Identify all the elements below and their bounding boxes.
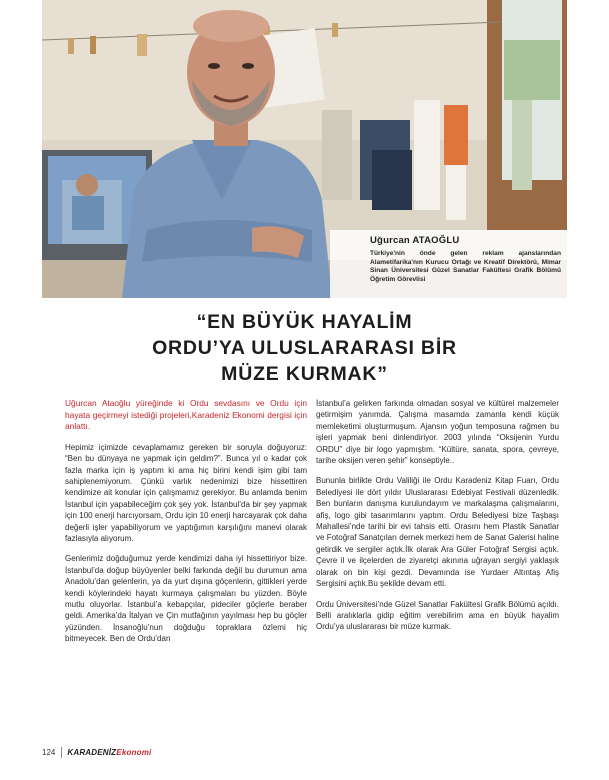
headline-line-3: MÜZE KURMAK” bbox=[221, 363, 388, 385]
article-column-left bbox=[65, 398, 307, 654]
page-footer bbox=[42, 745, 151, 759]
article-paragraph: Ordu Üniversitesi’nde Güzel Sanatlar Fakültesi Grafik Bölümü açıldı. Belli aralıklarla gidip eğitim verebilirim ama en büyük hayalim Ordu’ya uluslararası bir müze kurmak. bbox=[316, 599, 559, 632]
footer-divider bbox=[61, 747, 62, 758]
article-column-right bbox=[316, 398, 559, 642]
photo-caption bbox=[330, 230, 567, 298]
article-paragraph: Genlerimiz doğduğumuz yerde kendimizi daha iyi hissettiriyor bize. İstanbul’da doğup büyüyenler belki farkında değil bu durumun ama Anadolu’dan gelenlerin, ya da yurt dışına göçenlerin, gittikleri yerde kendi köylerindeki hayatı kurmaya çalışmaları bu yüzden. Böyle mutlu oluyorlar. İstanbul’a kebapçılar, pideciler göçlerle beraber geldi. Amerika’da İtalyan ve Çin mutfağının yayılması hep bu göçler yüzünden. İnsanoğlu’nun doğduğu topraklara özlemi hiç bitmeyecek. Ben de Ordu’dan bbox=[65, 554, 307, 644]
headline-line-2: ORDU’YA ULUSLARARASI BİR bbox=[152, 337, 457, 359]
caption-name: Uğurcan ATAOĞLU bbox=[370, 235, 460, 246]
hero-photo bbox=[42, 0, 567, 298]
article-paragraph: Hepimiz içimizde cevaplamamız gereken bir soruyla doğuyoruz: “Ben bu dünyaya ne yapmak için geldim?”. Bunca yıl o kadar çok fazla marka için iş yaptım ki ama hiç birini kendi işim gibi tam sahiplenemiyorum. Çünkü varlık nedenimizi bize hissettiren kendimize ait konular için çalışmamız gerekiyor. Bu anlamda benim İstanbul için yapabileceğim çok şey yok. İstanbul’da bir şey yapmak için 100 enerji harcıyorsam, Ordu için 10 enerji harcayarak çok daha değerli işler yapabiliyorum ve yaptığımın karşılığını manevi olarak fazlasıyla alıyorum. bbox=[65, 442, 307, 544]
magazine-logo-part-1: KARADENİZ bbox=[67, 747, 117, 757]
caption-description: Türkiye'nin önde gelen reklam ajanslarından Alametifarika'nın Kurucu Ortağı ve Kreatif Direktörü, Mimar Sinan Üniversitesi Güzel Sanatlar Fakültesi Grafik Bölümü Öğretim Görevlisi bbox=[370, 250, 561, 283]
headline-line-1: “EN BÜYÜK HAYALİM bbox=[196, 311, 413, 333]
article-paragraph: Bununla birlikte Ordu Valiliği ile Ordu Karadeniz Kitap Fuarı, Ordu Belediyesi ile dört yıldır Uluslararası Edebiyat Festivali düzenledik. Ben bunların danışma kurulundayım ve markalaşma çalışmalarını, afiş, logo gibi tasarımlarını yaptım. Ordu Belediyesi bize Taşbaşı Mahallesi’nde tarihi bir evi tahsis etti. Orasını hem Plastik Sanatlar ve Fotoğraf Sanatçıları dernek merkezi hem de Sanat Galerisi haline getirdik ve sergiler açtık.İlk olarak Ara Güler Fotoğraf Sergisi açtık. Çevre il ve ilçelerden de ziyaretçi akınına uğrayan sergiyi yaklaşık olarak on bin kişi gezdi. Devamında ise Yurdaer Altıntaş Afiş Sergisini açtık.Bu şekilde devam etti. bbox=[316, 476, 559, 589]
article-paragraph: İstanbul’a gelirken farkında olmadan sosyal ve kültürel malzemeler getirmişim yanımda. Çalışma masamda zamanla kendi küçük memleketimi oluşturmuşum. Ajansın yoğun temposuna rağmen bu işleri yapmak beni dinlendiriyor. 2003 yılında “Oksijenin Yurdu ORDU” diye bir logo yapmıştım. “Kültüre, sanata, spora, çevreye, tarihe oksijen veren şehir” konseptiyle.. bbox=[316, 399, 559, 466]
magazine-logo-part-2: Ekonomi bbox=[116, 747, 152, 757]
article-headline bbox=[42, 309, 567, 387]
magazine-logo bbox=[67, 748, 151, 757]
article-lead: Uğurcan Ataoğlu yüreğinde ki Ordu sevdasını ve Ordu için hayata geçirmeyi istediği projeleri,Karadeniz Ekonomi dergisi için anlattı. bbox=[65, 398, 307, 432]
page-number: 124 bbox=[42, 747, 56, 757]
